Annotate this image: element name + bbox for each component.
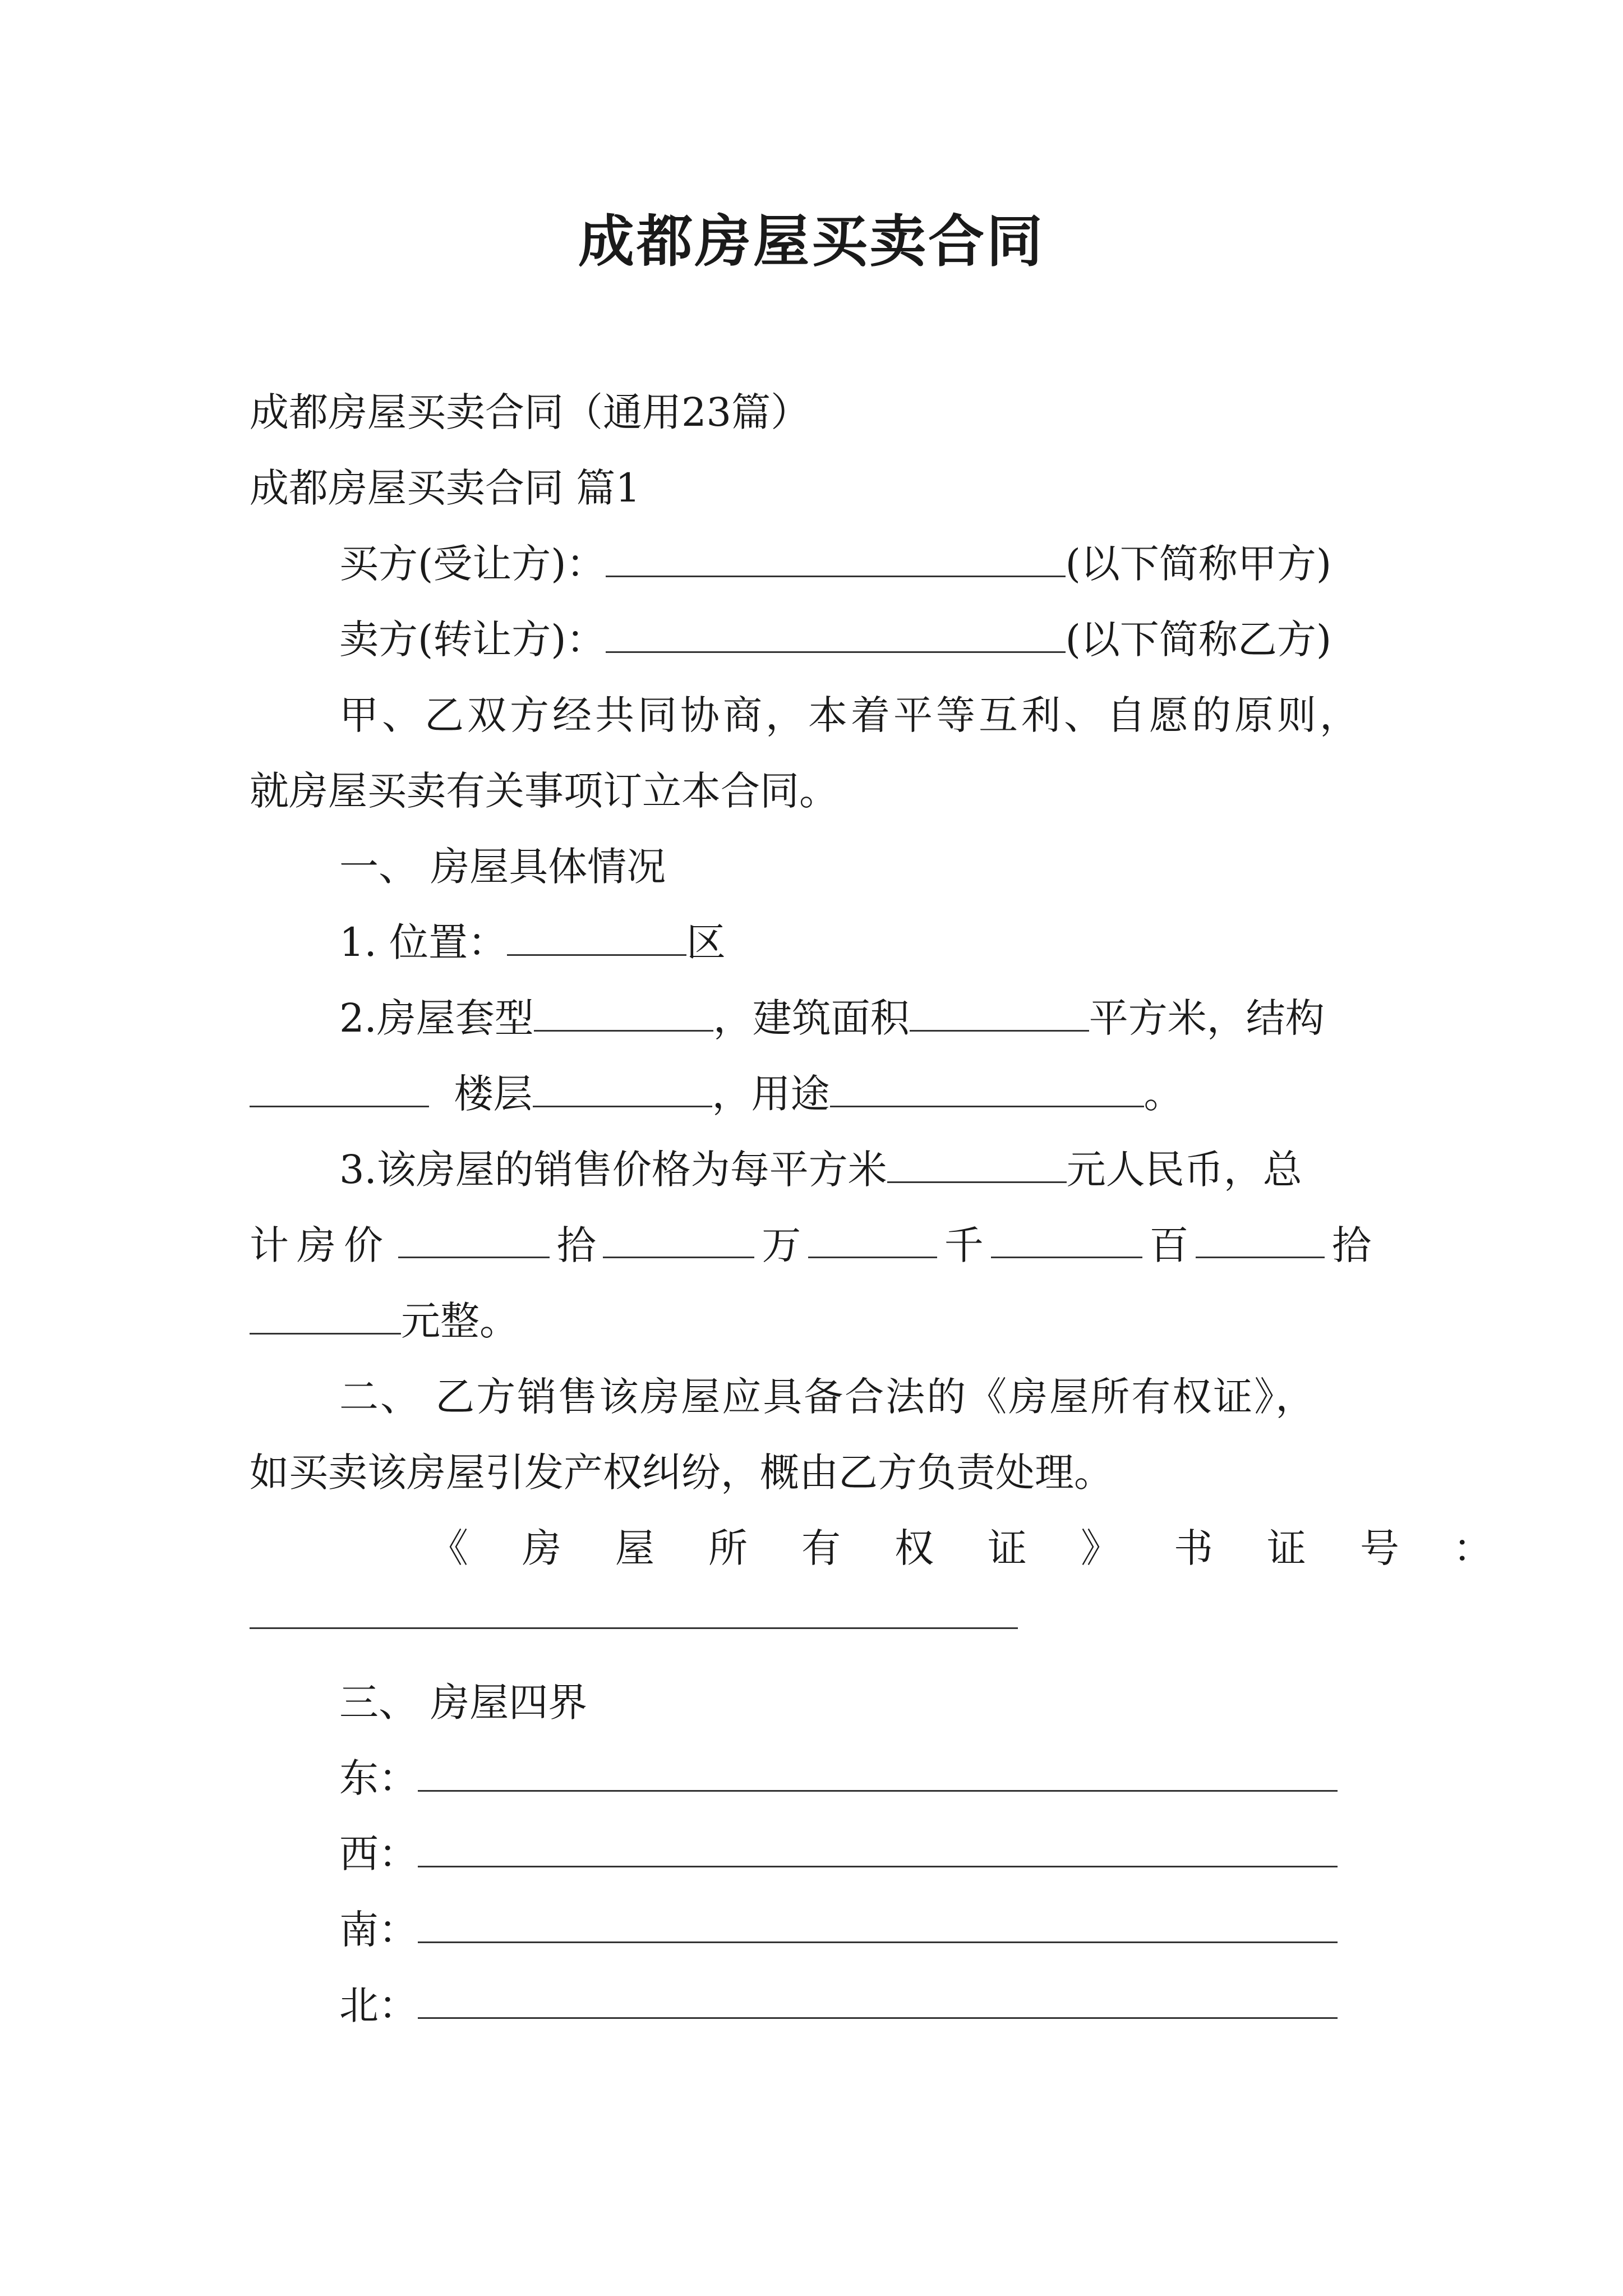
- section2-text-1: 二、 乙方销售该房屋应具备合法的《房屋所有权证》，: [339, 1374, 1317, 1420]
- west-blank[interactable]: [418, 1826, 1338, 1867]
- north-blank[interactable]: [418, 1978, 1338, 2019]
- seller-label: 卖方(转让方)：: [339, 616, 606, 662]
- item1-label: 1. 位置：: [339, 919, 508, 965]
- north-line: [250, 1977, 1371, 2033]
- section1-heading: [250, 839, 1371, 895]
- total-blank-4[interactable]: [991, 1217, 1142, 1258]
- section3-text: 三、 房屋四界: [339, 1680, 588, 1726]
- total-blank-5[interactable]: [1196, 1217, 1325, 1258]
- south-blank[interactable]: [418, 1902, 1338, 1943]
- item1-line: [250, 914, 1371, 970]
- district-blank[interactable]: [507, 915, 686, 956]
- seller-blank[interactable]: [606, 612, 1066, 653]
- unit-price-blank[interactable]: [887, 1142, 1067, 1183]
- seller-suffix: (以下简称乙方): [1065, 616, 1332, 662]
- item2-line-2: [250, 1066, 1371, 1122]
- item2-end: 。: [1144, 1071, 1183, 1117]
- east-line: [250, 1750, 1371, 1806]
- intro-line-1: [250, 687, 1371, 743]
- item3-line-3: [250, 1293, 1371, 1349]
- item3-currency-label: 元人民币，总: [1066, 1147, 1302, 1193]
- east-label: 东：: [339, 1755, 418, 1801]
- unit-bai: 百: [1149, 1222, 1189, 1268]
- item2-use-label: ，用途: [712, 1071, 830, 1117]
- item2-line-1: [250, 990, 1371, 1046]
- south-label: 南：: [339, 1907, 418, 1953]
- cert-blank-line: [250, 1588, 1371, 1644]
- section3-heading: [250, 1674, 1371, 1731]
- buyer-blank[interactable]: [606, 536, 1066, 577]
- area-blank[interactable]: [910, 991, 1089, 1032]
- cert-line: [429, 1520, 1546, 1576]
- floor-blank[interactable]: [533, 1066, 712, 1107]
- structure-blank[interactable]: [250, 1066, 429, 1107]
- unit-qian: 千: [944, 1222, 984, 1268]
- intro-text-1: 甲、乙双方经共同协商，本着平等互利、自愿的原则，: [339, 692, 1362, 738]
- east-blank[interactable]: [418, 1751, 1338, 1792]
- total-blank-1[interactable]: [398, 1217, 550, 1258]
- south-line: [250, 1902, 1371, 1958]
- item2-prefix: 2.房屋套型: [339, 995, 534, 1041]
- item2-floor-label: 楼层: [454, 1071, 533, 1117]
- seller-line: [250, 611, 1371, 668]
- buyer-line: [250, 536, 1371, 592]
- unit-shi-2: 拾: [1331, 1222, 1371, 1268]
- total-blank-6[interactable]: [250, 1294, 401, 1335]
- unit-shi-1: 拾: [556, 1222, 596, 1268]
- west-line: [250, 1826, 1371, 1882]
- north-label: 北：: [339, 1982, 418, 2028]
- section2-line-2: 如买卖该房屋引发产权纠纷，概由乙方负责处理。: [250, 1450, 1113, 1496]
- intro-line-2: 就房屋买卖有关事项订立本合同。: [250, 768, 838, 814]
- total-blank-3[interactable]: [808, 1217, 937, 1258]
- buyer-label: 买方(受让方)：: [339, 541, 606, 587]
- section1-text: 一、 房屋具体情况: [339, 844, 666, 890]
- item3-end: 元整。: [401, 1298, 519, 1344]
- buyer-suffix: (以下简称甲方): [1065, 541, 1332, 587]
- unit-wan: 万: [762, 1222, 801, 1268]
- document-title: 成都房屋买卖合同: [578, 208, 1045, 274]
- item3-total-label: 计房价: [250, 1222, 391, 1268]
- cert-label: 《房屋所有权证》书证号：: [429, 1525, 1546, 1571]
- item3-price-label: 3.该房屋的销售价格为每平方米: [339, 1147, 887, 1193]
- west-label: 西：: [339, 1831, 418, 1877]
- section2-line-1: [250, 1369, 1371, 1425]
- unit-type-blank[interactable]: [534, 991, 713, 1032]
- piece-heading: 成都房屋买卖合同 篇1: [250, 465, 640, 511]
- subtitle: 成都房屋买卖合同（通用23篇）: [250, 389, 810, 435]
- item2-unit-label: 平方米，结构: [1089, 995, 1325, 1041]
- item1-suffix: 区: [686, 919, 726, 965]
- item3-line-1: [250, 1142, 1371, 1198]
- usage-blank[interactable]: [830, 1066, 1144, 1107]
- item3-line-2: [250, 1217, 1371, 1273]
- item2-area-label: ，建筑面积: [713, 995, 910, 1041]
- cert-number-blank[interactable]: [250, 1588, 1018, 1629]
- total-blank-2[interactable]: [603, 1217, 754, 1258]
